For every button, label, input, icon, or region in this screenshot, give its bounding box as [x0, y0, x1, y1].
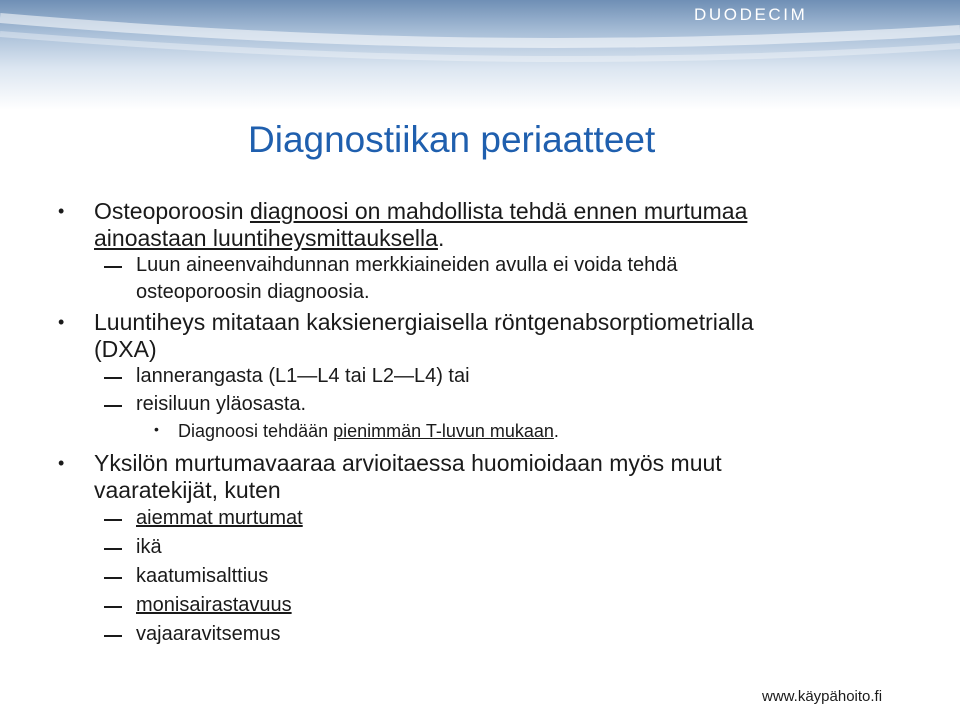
- risk-factor-malnutrition: vajaaravitsemus: [136, 623, 281, 645]
- bullet-3-line-1: Yksilön murtumavaaraa arvioitaessa huomioidaan myös muut: [94, 450, 722, 476]
- bullet-1-line-1: Osteoporoosin diagnoosi on mahdollista tehdä ennen murtumaa: [94, 198, 748, 224]
- sub-bullet-2-2: reisiluun yläosasta.: [136, 393, 307, 415]
- dash-icon: [104, 635, 122, 637]
- bullet-3-line-2: vaaratekijät, kuten: [94, 477, 281, 503]
- duodecim-logo: DUODECIM: [694, 5, 808, 24]
- bullet-2-line-2: (DXA): [94, 336, 157, 362]
- dash-icon: [104, 405, 122, 407]
- risk-factor-age: ikä: [136, 536, 162, 558]
- bone-density-link[interactable]: ainoastaan luuntiheysmittauksella: [94, 225, 438, 251]
- bullet-icon: •: [154, 421, 159, 437]
- bullet-icon: •: [58, 312, 65, 332]
- multimorbidity-link[interactable]: monisairastavuus: [136, 594, 292, 616]
- header-swoosh-graphic: [0, 0, 960, 110]
- sub-sub-bullet-2-2-1: Diagnoosi tehdään pienimmän T-luvun mukaan.: [178, 421, 559, 441]
- dash-icon: [104, 606, 122, 608]
- bullet-2-line-1: Luuntiheys mitataan kaksienergiaisella röntgenabsorptiometrialla: [94, 309, 754, 335]
- sub-bullet-2-1: lannerangasta (L1—L4 tai L2—L4) tai: [136, 365, 470, 387]
- bullet-icon: •: [58, 201, 65, 221]
- dash-icon: [104, 548, 122, 550]
- sub-bullet-1-line-2: osteoporoosin diagnoosia.: [136, 281, 370, 303]
- t-score-link[interactable]: pienimmän T-luvun mukaan: [333, 421, 554, 441]
- slide-title: Diagnostiikan periaatteet: [248, 119, 656, 160]
- dash-icon: [104, 266, 122, 268]
- bullet-icon: •: [58, 453, 65, 473]
- sub-bullet-1-line-1: Luun aineenvaihdunnan merkkiaineiden avulla ei voida tehdä: [136, 254, 678, 276]
- dash-icon: [104, 377, 122, 379]
- dash-icon: [104, 577, 122, 579]
- footer-url: www.käypähoito.fi: [762, 688, 883, 705]
- previous-fractures-link[interactable]: aiemmat murtumat: [136, 507, 303, 529]
- header-banner: [0, 0, 960, 110]
- dash-icon: [104, 519, 122, 521]
- bullet-1-line-2: ainoastaan luuntiheysmittauksella.: [94, 225, 445, 251]
- risk-factor-falling: kaatumisalttius: [136, 565, 269, 587]
- diagnosis-link[interactable]: diagnoosi on mahdollista tehdä ennen murtumaa: [249, 198, 748, 224]
